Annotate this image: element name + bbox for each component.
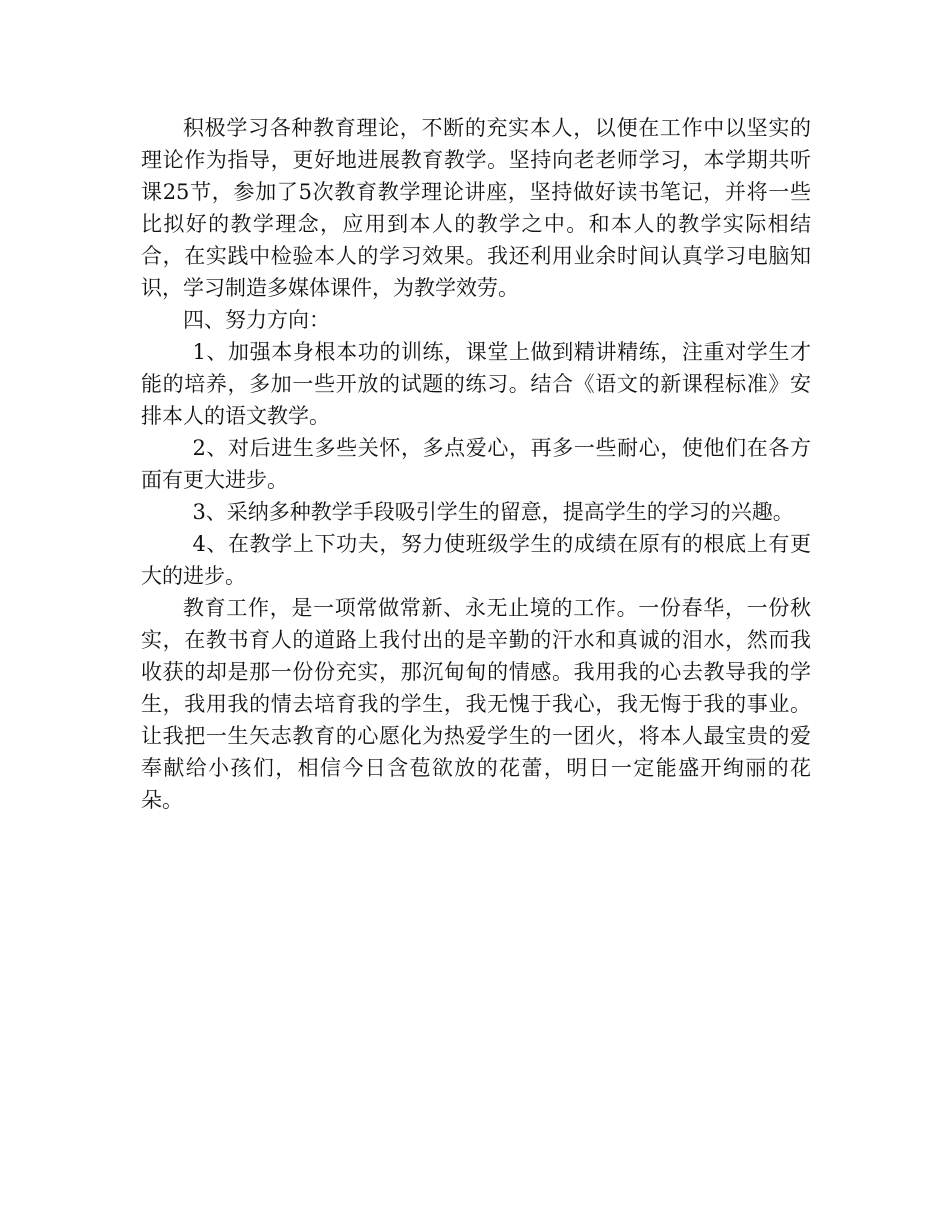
paragraph-study: 积极学习各种教育理论，不断的充实本人，以便在工作中以坚实的理论作为指导，更好地进展教育教学。坚持向老老师学习，本学期共听课25节，参加了5次教育教学理论讲座，坚持做好读书笔记，并将一些比拟好的教学理念，应用到本人的教学之中。和本人的教学实际相结合，在实践中检验本人的学习效果。我还利用业余时间认真学习电脑知识，学习制造多媒体课件，为教学效劳。 [141,116,811,300]
document-body [141,112,811,816]
paragraph-conclusion: 教育工作，是一项常做常新、永无止境的工作。一份春华，一份秋实，在教书育人的道路上我付出的是辛勤的汗水和真诚的泪水，然而我收获的却是那一份份充实，那沉甸甸的情感。我用我的心去教导我的学生，我用我的情去培育我的学生，我无愧于我心，我无悔于我的事业。让我把一生矢志教育的心愿化为热爱学生的一团火，将本人最宝贵的爱奉献给小孩们，相信今日含苞欲放的花蕾，明日一定能盛开绚丽的花朵。 [141,596,811,812]
list-item-2: 2、对后进生多些关怀，多点爱心，再多一些耐心，使他们在各方面有更大进步。 [141,436,811,492]
list-item-4: 4、在教学上下功夫，努力使班级学生的成绩在原有的根底上有更大的进步。 [141,532,811,588]
section-heading-direction: 四、努力方向： [183,308,330,332]
list-item-3: 3、采纳多种教学手段吸引学生的留意，提高学生的学习的兴趣。 [192,500,794,524]
list-item-1: 1、加强本身根本功的训练，课堂上做到精讲精练，注重对学生才能的培养，多加一些开放的试题的练习。结合《语文的新课程标准》安排本人的语文教学。 [141,340,811,428]
